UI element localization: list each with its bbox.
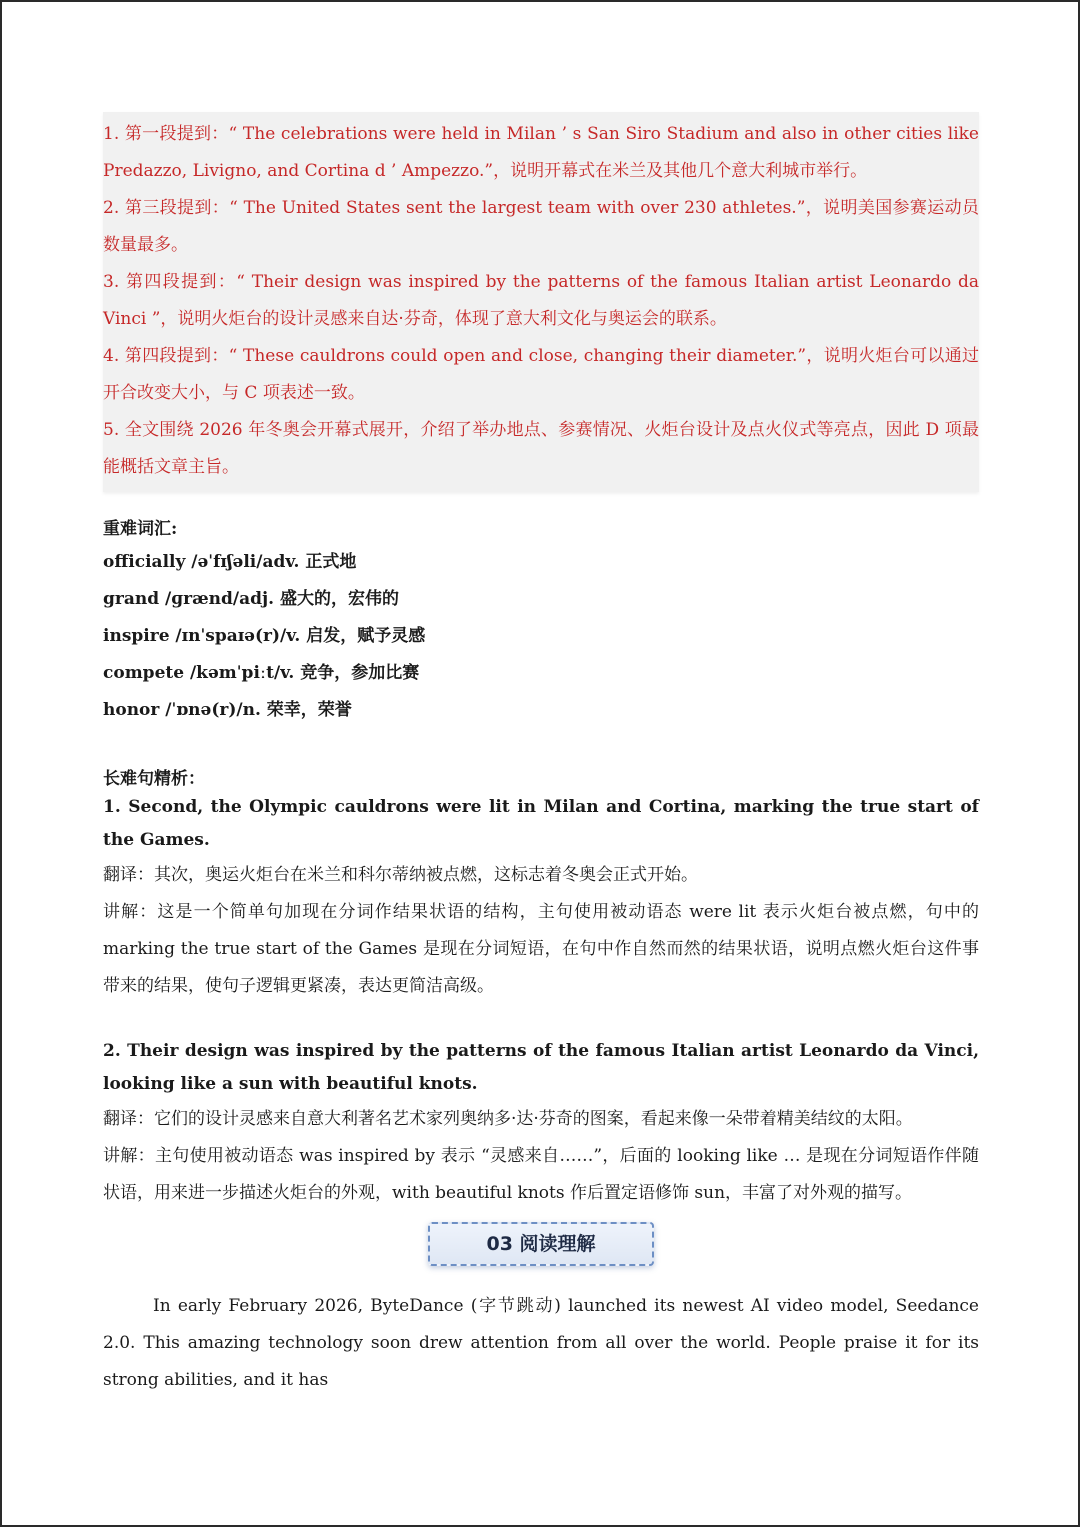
- vocab-heading: 重难词汇:: [103, 519, 178, 539]
- answer-item-4: 4. 第四段提到：“ These cauldrons could open and close, changing their diameter.”，说明火炬台可以通过开合改变大小，与 C 项表述一致。: [103, 346, 979, 403]
- document-content: [103, 112, 979, 1399]
- sentence-1-translation: 翻译：其次，奥运火炬台在米兰和科尔蒂纳被点燃，这标志着冬奥会正式开始。: [103, 865, 698, 885]
- sentence-2-translation: 翻译：它们的设计灵感来自意大利著名艺术家列奥纳多·达·芬奇的图案，看起来像一朵带着精美结纹的太阳。: [103, 1109, 913, 1129]
- vocab-item: officially /əˈfɪʃəli/adv. 正式地: [103, 552, 357, 572]
- answer-item-3: 3. 第四段提到：“ Their design was inspired by the patterns of the famous Italian artist Leonardo da Vinci ”，说明火炬台的设计灵感来自达·芬奇，体现了意大利文化与奥运会的联系。: [103, 272, 979, 329]
- vocab-item: inspire /ɪnˈspaɪə(r)/v. 启发，赋予灵感: [103, 626, 426, 646]
- sentence-1-explanation: 讲解：这是一个简单句加现在分词作结果状语的结构，主句使用被动语态 were lit 表示火炬台被点燃，句中的 marking the true start of the Games 是现在分词短语，在句中作自然而然的结果状语，说明点燃火炬台这件事带来的结果，使句子逻辑更紧凑，表达更简洁高级。: [103, 902, 979, 996]
- answer-item-1: 1. 第一段提到：“ The celebrations were held in Milan ’ s San Siro Stadium and also in other cities like Predazzo, Livigno, and Cortina d ’ Ampezzo.”，说明开幕式在米兰及其他几个意大利城市举行。: [103, 124, 979, 181]
- answer-item-5: 5. 全文围绕 2026 年冬奥会开幕式展开，介绍了举办地点、参赛情况、火炬台设计及点火仪式等亮点，因此 D 项最能概括文章主旨。: [103, 420, 979, 477]
- vocab-item: compete /kəmˈpiːt/v. 竞争，参加比赛: [103, 663, 420, 683]
- answer-explanation-box: [103, 112, 979, 492]
- sentence-2-english: 2. Their design was inspired by the patterns of the famous Italian artist Leonardo da Vinci, looking like a sun with beautiful knots.: [103, 1041, 979, 1094]
- vocab-item: honor /ˈɒnə(r)/n. 荣幸，荣誉: [103, 700, 352, 720]
- section-badge-reading: 03 阅读理解: [428, 1222, 654, 1266]
- vocab-item: grand /ɡrænd/adj. 盛大的，宏伟的: [103, 589, 399, 609]
- sentence-analysis-heading: 长难句精析：: [103, 769, 205, 789]
- answer-item-2: 2. 第三段提到：“ The United States sent the largest team with over 230 athletes.”，说明美国参赛运动员数量最多。: [103, 198, 979, 255]
- passage-paragraph: In early February 2026, ByteDance (字节跳动) launched its newest AI video model, Seedance 2.0. This amazing technology soon drew attention from all over the world. People praise it for its strong abilities, and it has: [103, 1296, 979, 1390]
- sentence-2-explanation: 讲解：主句使用被动语态 was inspired by 表示 “灵感来自……”，后面的 looking like … 是现在分词短语作伴随状语，用来进一步描述火炬台的外观，with beautiful knots 作后置定语修饰 sun，丰富了对外观的描写。: [103, 1146, 979, 1203]
- section-header: [103, 1222, 979, 1270]
- sentence-1-english: 1. Second, the Olympic cauldrons were lit in Milan and Cortina, marking the true start of the Games.: [103, 797, 979, 850]
